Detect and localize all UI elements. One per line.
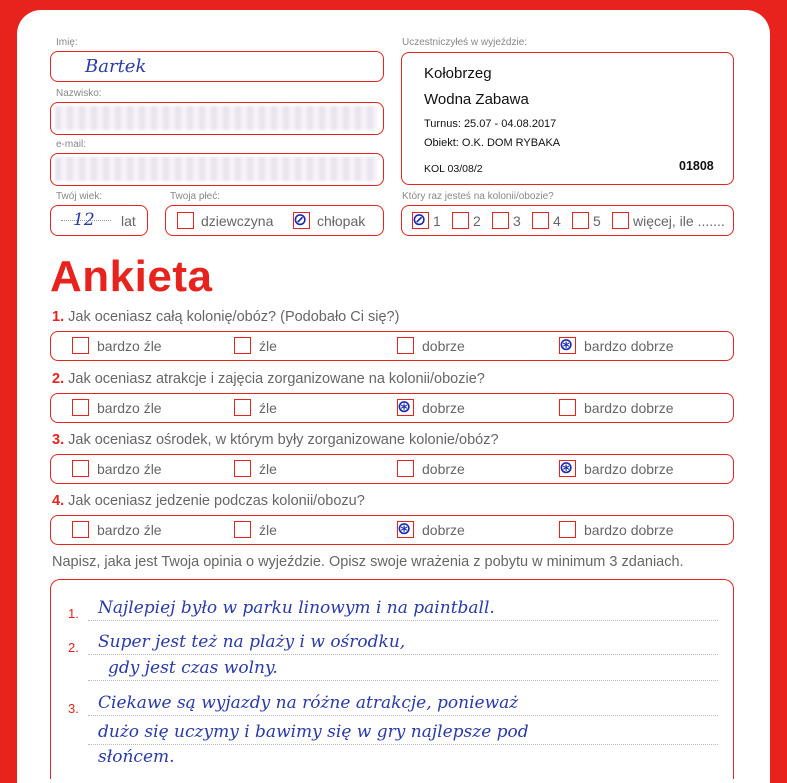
essay-rule xyxy=(88,715,718,716)
rating-checkbox-q3-3[interactable] xyxy=(397,460,414,477)
rating-checkbox-q4-4[interactable] xyxy=(559,521,576,538)
rating-checkbox-q3-2[interactable] xyxy=(234,460,251,477)
question-1 xyxy=(52,309,399,325)
question-text: Jak oceniasz ośrodek, w którym były zorganizowane kolonie/obóz? xyxy=(68,432,499,448)
question-4 xyxy=(52,493,365,509)
times-label: Który raz jesteś na kolonii/obozie? xyxy=(402,191,554,202)
essay-line-number: 3. xyxy=(68,701,79,716)
rating-option-label: bardzo źle xyxy=(97,522,162,538)
trip-code: KOL 03/08/2 xyxy=(424,163,483,175)
times-checkbox-3[interactable] xyxy=(492,212,509,229)
trip-label: Uczestniczyłeś w wyjeździe: xyxy=(402,37,528,48)
essay-handwritten-line: Najlepiej było w parku linowym i na paintball. xyxy=(98,598,495,618)
question-number: 1. xyxy=(52,309,65,325)
question-text: Jak oceniasz atrakcje i zajęcia zorganizowane na kolonii/obozie? xyxy=(68,371,485,387)
rating-checkbox-q2-4[interactable] xyxy=(559,399,576,416)
times-checkbox-4[interactable] xyxy=(532,212,549,229)
rating-checkbox-q1-4[interactable] xyxy=(559,337,576,354)
rating-checkbox-q1-3[interactable] xyxy=(397,337,414,354)
question-number: 3. xyxy=(52,432,65,448)
trip-turnus: Turnus: 25.07 - 04.08.2017 xyxy=(424,118,557,130)
age-value: 12 xyxy=(73,210,95,230)
rating-option-label: dobrze xyxy=(422,522,465,538)
gender-checkbox-boy[interactable] xyxy=(293,212,310,229)
essay-handwritten-line: gdy jest czas wolny. xyxy=(108,658,278,678)
times-checkbox-2[interactable] xyxy=(452,212,469,229)
rating-checkbox-q4-3[interactable] xyxy=(397,521,414,538)
name-field[interactable] xyxy=(50,51,384,82)
rating-checkbox-q3-4[interactable] xyxy=(559,460,576,477)
rating-checkbox-q4-1[interactable] xyxy=(72,521,89,538)
rating-checkbox-q1-1[interactable] xyxy=(72,337,89,354)
question-2 xyxy=(52,371,485,387)
rating-option-label: źle xyxy=(259,338,277,354)
gender-option-girl: dziewczyna xyxy=(201,213,274,229)
essay-rule xyxy=(88,680,718,681)
essay-handwritten-line: Super jest też na plaży i w ośrodku, xyxy=(98,632,406,652)
age-label: Twój wiek: xyxy=(56,191,103,202)
email-field[interactable] xyxy=(50,153,384,186)
survey-title: Ankieta xyxy=(50,252,213,301)
trip-program: Wodna Zabawa xyxy=(424,91,529,108)
rating-option-label: bardzo dobrze xyxy=(584,461,674,477)
email-label: e-mail: xyxy=(56,139,87,150)
trip-destination: Kołobrzeg xyxy=(424,65,492,82)
essay-handwritten-line: dużo się uczymy i bawimy się w gry najlepsze pod xyxy=(98,722,529,742)
times-option-3: 3 xyxy=(513,213,521,229)
name-label: Imię: xyxy=(56,37,78,48)
rating-checkbox-q2-3[interactable] xyxy=(397,399,414,416)
rating-checkbox-q3-1[interactable] xyxy=(72,460,89,477)
question-text: Jak oceniasz całą kolonię/obóz? (Podobało Ci się?) xyxy=(68,309,400,325)
essay-rule xyxy=(88,744,718,745)
times-option-4: 4 xyxy=(553,213,561,229)
question-3 xyxy=(52,432,499,448)
essay-line-number: 1. xyxy=(68,606,79,621)
essay-rule xyxy=(88,620,718,621)
redacted-surname xyxy=(55,106,377,130)
rating-option-label: dobrze xyxy=(422,338,465,354)
question-number: 4. xyxy=(52,493,65,509)
question-text: Jak oceniasz jedzenie podczas kolonii/obozu? xyxy=(68,493,365,509)
name-value: Bartek xyxy=(85,56,147,77)
checkmark-icon: ⊘ xyxy=(412,210,427,229)
checkmark-icon: ⊘ xyxy=(293,210,308,229)
surname-label: Nazwisko: xyxy=(56,88,102,99)
trip-info-box xyxy=(401,52,734,185)
times-checkbox-6[interactable] xyxy=(612,212,629,229)
rating-checkbox-q1-2[interactable] xyxy=(234,337,251,354)
checkmark-icon: ⊛ xyxy=(559,335,574,354)
rating-option-label: dobrze xyxy=(422,400,465,416)
trip-object: Obiekt: O.K. DOM RYBAKA xyxy=(424,137,561,149)
rating-option-label: dobrze xyxy=(422,461,465,477)
essay-rule xyxy=(88,654,718,655)
times-checkbox-5[interactable] xyxy=(572,212,589,229)
rating-option-label: bardzo źle xyxy=(97,461,162,477)
rating-option-label: źle xyxy=(259,461,277,477)
gender-label: Twoja płeć: xyxy=(170,191,221,202)
age-field[interactable] xyxy=(50,205,148,236)
rating-option-label: źle xyxy=(259,522,277,538)
rating-checkbox-q2-1[interactable] xyxy=(72,399,89,416)
essay-line-number: 2. xyxy=(68,640,79,655)
rating-option-label: bardzo źle xyxy=(97,400,162,416)
rating-checkbox-q2-2[interactable] xyxy=(234,399,251,416)
age-unit: lat xyxy=(121,213,136,229)
checkmark-icon: ⊛ xyxy=(397,519,412,538)
checkmark-icon: ⊛ xyxy=(559,458,574,477)
essay-handwritten-line: słońcem. xyxy=(98,747,175,767)
trip-number: 01808 xyxy=(679,159,714,173)
essay-prompt: Napisz, jaka jest Twoja opinia o wyjeździe. Opisz swoje wrażenia z pobytu w minimum 3 zdaniach. xyxy=(52,554,684,570)
rating-option-label: bardzo dobrze xyxy=(584,400,674,416)
checkmark-icon: ⊛ xyxy=(397,397,412,416)
surname-field[interactable] xyxy=(50,102,384,135)
times-option-1: 1 xyxy=(433,213,441,229)
rating-option-label: źle xyxy=(259,400,277,416)
rating-option-label: bardzo źle xyxy=(97,338,162,354)
gender-checkbox-girl[interactable] xyxy=(177,212,194,229)
redacted-email xyxy=(55,157,377,181)
times-option-6: więcej, ile ....... xyxy=(633,213,725,229)
times-option-2: 2 xyxy=(473,213,481,229)
times-checkbox-1[interactable] xyxy=(412,212,429,229)
rating-option-label: bardzo dobrze xyxy=(584,338,674,354)
gender-option-boy: chłopak xyxy=(317,213,366,229)
rating-checkbox-q4-2[interactable] xyxy=(234,521,251,538)
question-number: 2. xyxy=(52,371,65,387)
rating-option-label: bardzo dobrze xyxy=(584,522,674,538)
essay-handwritten-line: Ciekawe są wyjazdy na różne atrakcje, ponieważ xyxy=(98,693,519,713)
times-option-5: 5 xyxy=(593,213,601,229)
